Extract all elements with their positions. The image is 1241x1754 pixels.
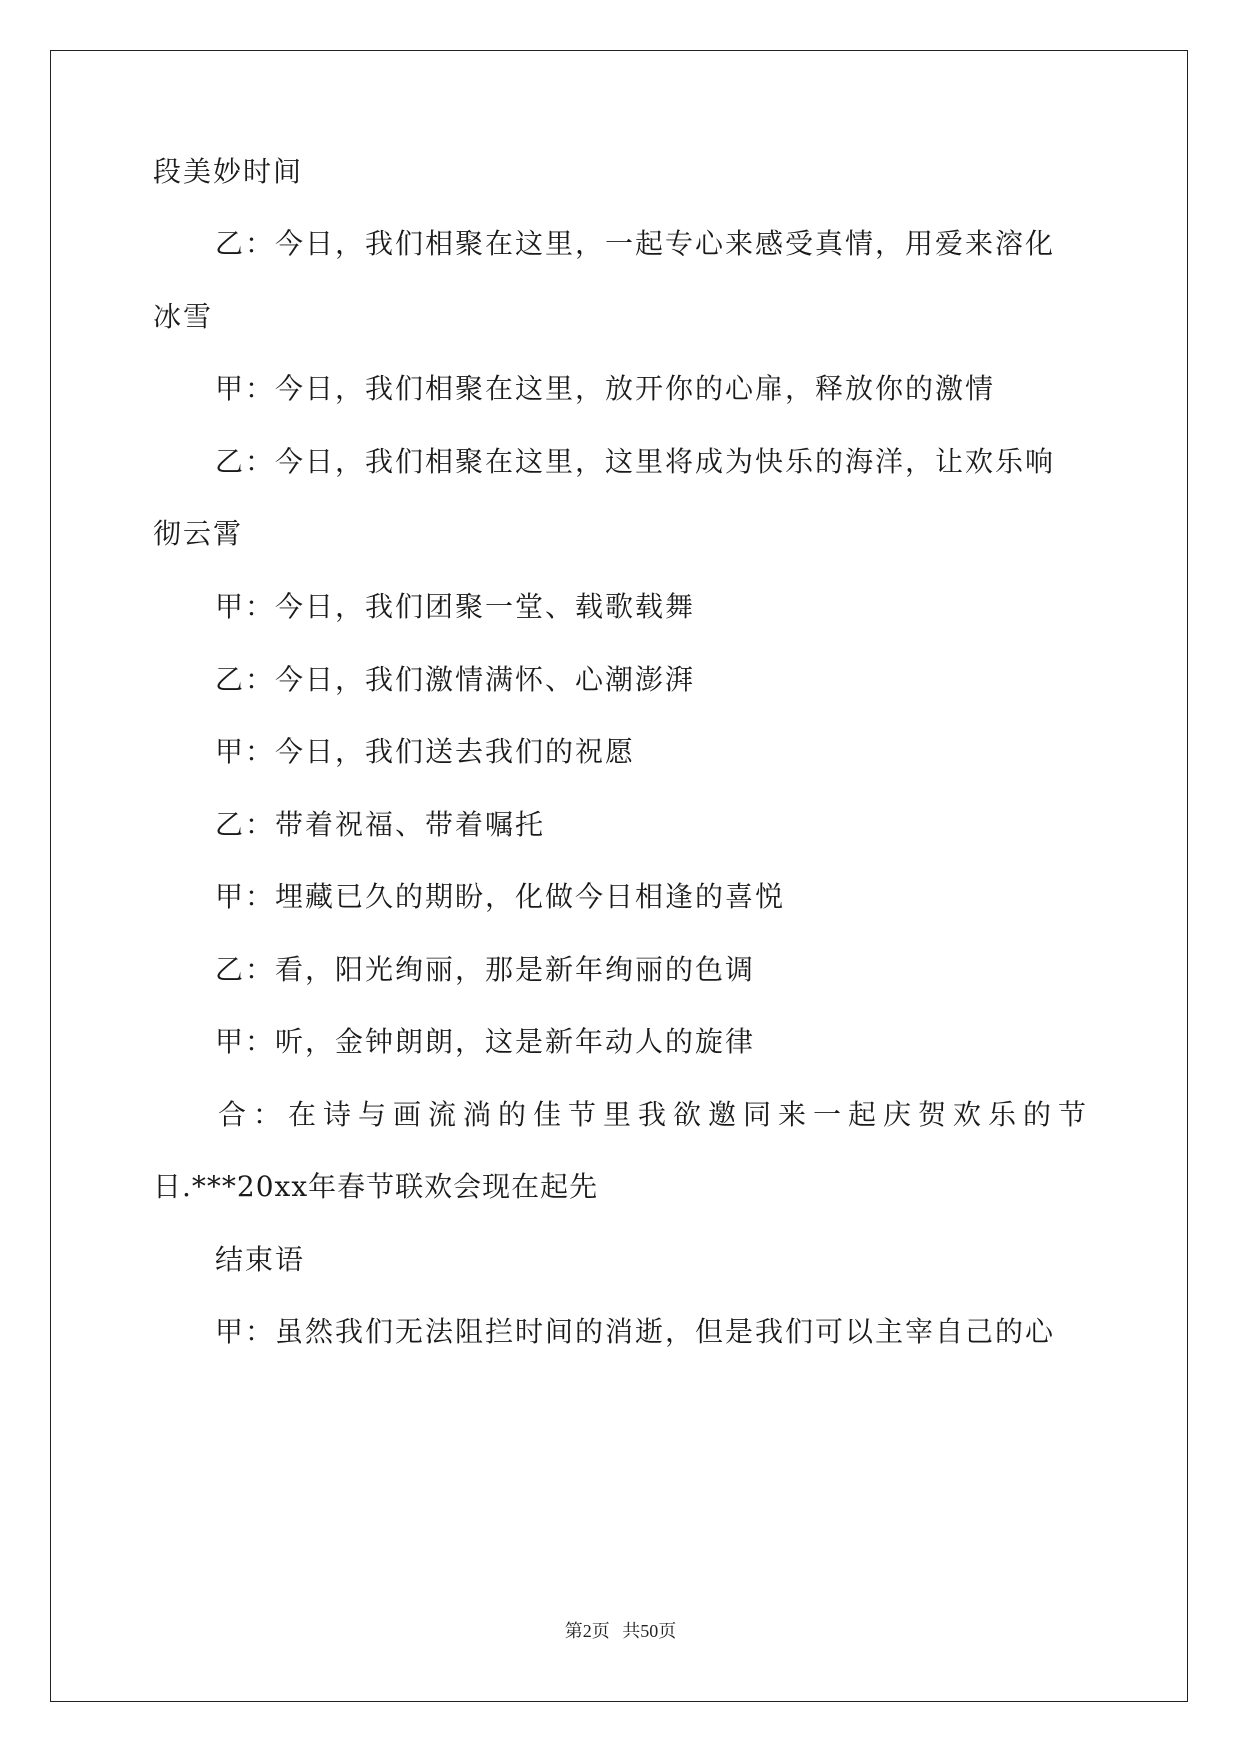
text-line: 甲：今日，我们相聚在这里，放开你的心扉，释放你的激情 <box>215 372 996 405</box>
text-line: 乙：今日，我们相聚在这里，这里将成为快乐的海洋，让欢乐响 <box>215 445 1056 478</box>
text-line: 冰雪 <box>153 300 214 333</box>
text-line: 甲：虽然我们无法阻拦时间的消逝，但是我们可以主宰自己的心 <box>215 1315 1056 1348</box>
text-line: 段美妙时间 <box>153 155 304 188</box>
text-line: 乙：带着祝福、带着嘱托 <box>215 808 546 841</box>
text-line: 乙：今日，我们激情满怀、心潮澎湃 <box>215 663 696 696</box>
text-line: 甲：今日，我们团聚一堂、载歌载舞 <box>215 590 696 623</box>
text-line: 乙：今日，我们相聚在这里，一起专心来感受真情，用爱来溶化 <box>215 227 1056 260</box>
text-line: 彻云霄 <box>153 517 244 550</box>
section-heading: 结束语 <box>215 1243 306 1276</box>
text-line: 合：在诗与画流淌的佳节里我欲邀同来一起庆贺欢乐的节 <box>218 1098 1086 1131</box>
text-line: 甲：埋藏已久的期盼，化做今日相逢的喜悦 <box>215 880 786 913</box>
text-line: 甲：听，金钟朗朗，这是新年动人的旋律 <box>215 1025 756 1058</box>
text-line: 乙：看，阳光绚丽，那是新年绚丽的色调 <box>215 953 756 986</box>
text-line: 日.***20xx年春节联欢会现在起先 <box>153 1170 599 1203</box>
page-total: 共50页 <box>622 1621 677 1641</box>
page-footer <box>0 1620 1241 1642</box>
page-number: 第2页 <box>564 1621 610 1641</box>
page-border <box>50 50 1188 1702</box>
text-line: 甲：今日，我们送去我们的祝愿 <box>215 735 636 768</box>
